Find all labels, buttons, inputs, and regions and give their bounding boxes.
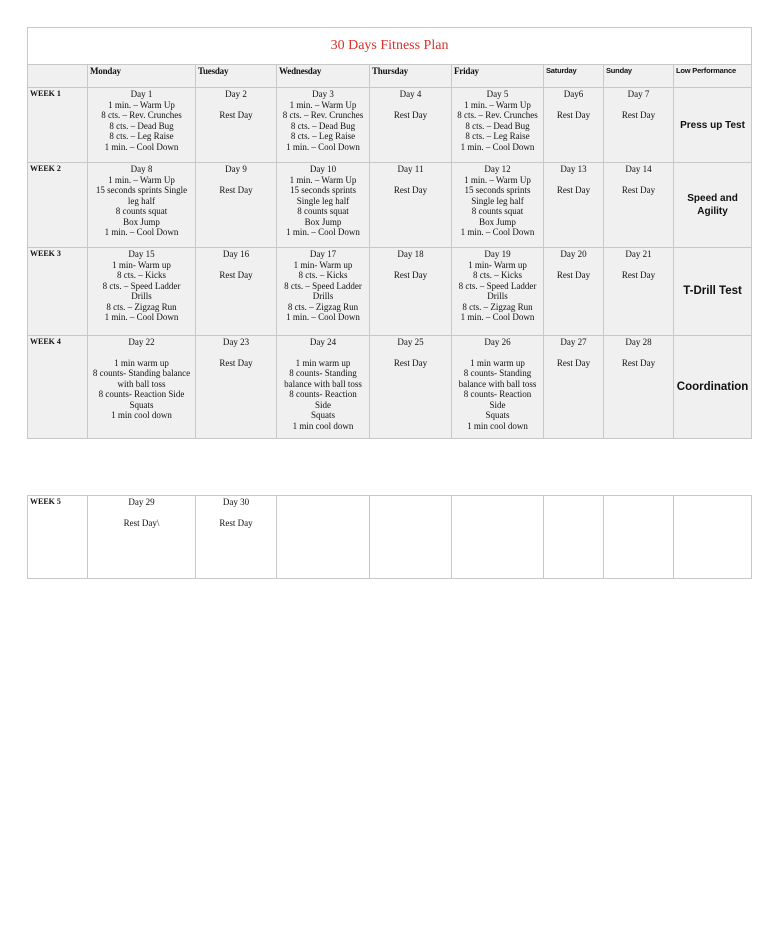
- exercise-line: 15 seconds sprints Single: [95, 185, 188, 195]
- week5-day29: [88, 496, 196, 579]
- exercise-line: 1 min. – Cool Down: [286, 312, 360, 322]
- rest-label: Rest Day: [219, 357, 253, 368]
- exercise-line: Single leg half: [296, 195, 350, 206]
- day-cell: [88, 88, 196, 163]
- day-label: Day 18: [397, 249, 424, 259]
- day-label: Day 25: [397, 337, 424, 347]
- exercise-line: 8 cts. – Dead Bug: [290, 120, 356, 131]
- day-cell: [88, 336, 196, 439]
- rest-label: Rest Day: [621, 269, 656, 280]
- day-cell: [370, 88, 452, 163]
- day-label: Day 17: [309, 249, 337, 259]
- rest-label: Rest Day: [556, 109, 591, 120]
- exercise-line: Single leg half: [471, 195, 524, 206]
- day-label: Day 12: [484, 164, 511, 174]
- exercise-line: 1 min cool down: [467, 420, 528, 431]
- day-label: Day 10: [309, 164, 337, 174]
- exercise-line: 8 counts squat: [471, 206, 524, 216]
- day-label: Day 3: [312, 89, 334, 99]
- day-cell: [277, 336, 370, 439]
- exercise-line: 8 cts. – Rev. Crunches: [282, 110, 364, 120]
- exercise-line: 1 min. – Cool Down: [286, 141, 360, 152]
- day-label: Day 14: [625, 164, 652, 174]
- header-wednesday: Wednesday: [277, 65, 370, 88]
- performance-test-cell: Speed and Agility: [674, 163, 752, 248]
- exercise-line: 1 min warm up: [470, 357, 525, 368]
- exercise-line: 15 seconds sprints: [464, 185, 531, 195]
- rest-label: Rest Day: [219, 184, 253, 195]
- rest-label: Rest Day: [393, 109, 428, 120]
- header-monday: Monday: [88, 65, 196, 88]
- week-label: WEEK 3: [28, 248, 88, 336]
- exercise-line: 8 counts- Standing balance: [92, 368, 191, 378]
- header-row: [28, 65, 752, 88]
- exercise-line: 8 cts. – Kicks: [473, 270, 522, 280]
- exercise-line: with ball toss: [117, 378, 166, 389]
- day-cell: [277, 248, 370, 336]
- exercise-line: 8 cts. – Zigzag Run: [287, 301, 359, 312]
- exercise-line: Side: [314, 399, 331, 410]
- day-label: Day 30: [222, 497, 250, 507]
- exercise-line: 8 cts. – Speed Ladder: [458, 280, 537, 291]
- empty-cell: [674, 496, 752, 579]
- exercise-line: 8 cts. – Rev. Crunches: [101, 110, 182, 120]
- performance-test-cell: Press up Test: [674, 88, 752, 163]
- header-sunday: Sunday: [604, 65, 674, 88]
- rest-label: Rest Day: [556, 357, 591, 368]
- exercise-line: Squats: [485, 410, 510, 420]
- exercise-line: Box Jump: [123, 216, 160, 227]
- header-friday: Friday: [452, 65, 544, 88]
- exercise-line: Box Jump: [479, 216, 516, 227]
- day-label: Day 13: [560, 164, 587, 174]
- exercise-line: balance with ball toss: [458, 378, 537, 389]
- day-cell: [88, 248, 196, 336]
- day-cell: [604, 88, 674, 163]
- day-cell: [604, 248, 674, 336]
- exercise-line: 1 min. – Cool Down: [460, 141, 535, 152]
- exercise-line: 1 min. – Cool Down: [460, 227, 535, 237]
- exercise-line: 8 counts squat: [115, 206, 168, 216]
- day-cell: [370, 163, 452, 248]
- day-cell: [604, 336, 674, 439]
- performance-test-cell: T-Drill Test: [674, 248, 752, 336]
- exercise-line: 1 min. – Warm Up: [108, 174, 175, 185]
- day-label: Day 16: [222, 249, 250, 259]
- exercise-line: 8 counts- Reaction Side: [98, 389, 185, 399]
- rest-label: Rest Day: [393, 184, 428, 195]
- day-label: Day 11: [397, 164, 424, 174]
- plan-table: [27, 27, 752, 439]
- exercise-line: 1 min- Warm up: [112, 259, 171, 270]
- exercise-line: 1 min warm up: [114, 357, 169, 368]
- day-cell: [452, 163, 544, 248]
- performance-test-cell: Coordination: [674, 336, 752, 439]
- day-label: Day 24: [309, 337, 337, 347]
- exercise-line: 8 cts. – Dead Bug: [465, 120, 530, 131]
- empty-cell: [370, 496, 452, 579]
- rest-label: Rest Day: [393, 269, 428, 280]
- rest-label: Rest Day: [219, 269, 253, 280]
- exercise-line: 8 cts. – Zigzag Run: [106, 301, 177, 312]
- day-label: Day 19: [484, 249, 511, 259]
- rest-label: Rest Day: [219, 517, 253, 528]
- exercise-line: 8 counts- Reaction: [289, 389, 357, 399]
- week-label: WEEK 4: [28, 336, 88, 439]
- exercise-line: Drills: [131, 291, 152, 301]
- exercise-line: 1 min- Warm up: [293, 259, 353, 270]
- day-label: Day 26: [484, 337, 511, 347]
- exercise-line: 8 counts- Standing: [463, 368, 532, 378]
- exercise-line: Drills: [312, 291, 334, 301]
- rest-label: Rest Day: [621, 184, 656, 195]
- day-cell: [277, 163, 370, 248]
- day-cell: [196, 163, 277, 248]
- day-cell: [604, 163, 674, 248]
- rest-label: Rest Day: [393, 357, 428, 368]
- exercise-line: 1 min- Warm up: [468, 259, 527, 270]
- day-cell: [196, 336, 277, 439]
- exercise-line: 1 min. – Warm Up: [289, 99, 357, 110]
- day-label: Day 21: [625, 249, 652, 259]
- header-thursday: Thursday: [370, 65, 452, 88]
- header-saturday: Saturday: [544, 65, 604, 88]
- day-label: Day6: [563, 89, 584, 99]
- week-row: [28, 88, 752, 163]
- header-low-performance: Low Performance: [674, 65, 752, 88]
- day-label: Day 4: [399, 89, 422, 99]
- exercise-line: 1 min cool down: [111, 410, 172, 420]
- exercise-line: 8 cts. – Speed Ladder: [102, 280, 181, 291]
- exercise-line: 1 min. – Cool Down: [104, 312, 179, 322]
- exercise-line: 8 cts. – Kicks: [117, 270, 166, 280]
- day-label: Day 7: [627, 89, 650, 99]
- day-cell: [196, 248, 277, 336]
- rest-label: Rest Day: [556, 269, 591, 280]
- day-label: Day 1: [130, 89, 153, 99]
- week5-table: [27, 495, 752, 579]
- rest-label: Rest Day: [621, 357, 656, 368]
- rest-label: Rest Day: [556, 184, 591, 195]
- exercise-line: 1 min. – Cool Down: [104, 227, 179, 237]
- week5-row: [28, 496, 752, 579]
- exercise-line: 8 cts. – Speed Ladder: [284, 280, 362, 291]
- day-cell: [452, 248, 544, 336]
- day-cell: [452, 88, 544, 163]
- week-row: [28, 336, 752, 439]
- day-cell: [544, 88, 604, 163]
- exercise-line: 1 min. – Cool Down: [286, 227, 360, 237]
- day-label: Day 29: [128, 497, 155, 507]
- day-label: Day 8: [130, 164, 153, 174]
- exercise-line: 8 counts squat: [297, 206, 349, 216]
- day-label: Day 5: [486, 89, 509, 99]
- rest-label: Rest Day\: [123, 517, 160, 528]
- exercise-line: 8 cts. – Kicks: [298, 270, 348, 280]
- exercise-line: 1 min. – Warm Up: [108, 99, 175, 110]
- exercise-line: leg half: [127, 195, 156, 206]
- exercise-line: Side: [489, 399, 506, 410]
- day-label: Day 2: [225, 89, 247, 99]
- day-cell: [544, 336, 604, 439]
- day-label: Day 23: [222, 337, 250, 347]
- day-cell: [370, 336, 452, 439]
- empty-cell: [544, 496, 604, 579]
- day-label: Day 15: [128, 249, 155, 259]
- day-cell: [452, 336, 544, 439]
- day-cell: [196, 88, 277, 163]
- exercise-line: 8 counts- Reaction: [463, 389, 532, 399]
- week5-label: WEEK 5: [28, 496, 88, 579]
- exercise-line: 1 min. – Warm Up: [289, 174, 357, 185]
- day-label: Day 20: [560, 249, 587, 259]
- rest-label: Rest Day: [219, 109, 253, 120]
- fitness-plan-sheet: [27, 27, 751, 579]
- exercise-line: 8 cts. – Leg Raise: [109, 131, 174, 141]
- day-cell: [544, 248, 604, 336]
- empty-cell: [452, 496, 544, 579]
- day-label: Day 28: [625, 337, 652, 347]
- week-row: [28, 163, 752, 248]
- day-cell: [88, 163, 196, 248]
- exercise-line: 8 cts. – Leg Raise: [290, 131, 356, 141]
- exercise-line: 1 min cool down: [292, 420, 354, 431]
- exercise-line: 1 min. – Cool Down: [104, 141, 179, 152]
- empty-cell: [604, 496, 674, 579]
- week-row: [28, 248, 752, 336]
- exercise-line: 15 seconds sprints: [290, 185, 356, 195]
- week5-day30: [196, 496, 277, 579]
- day-label: Day 27: [560, 337, 587, 347]
- exercise-line: 1 min warm up: [295, 357, 351, 368]
- header-tuesday: Tuesday: [196, 65, 277, 88]
- week-label: WEEK 2: [28, 163, 88, 248]
- exercise-line: Box Jump: [304, 216, 342, 227]
- exercise-line: Squats: [310, 410, 335, 420]
- exercise-line: balance with ball toss: [284, 378, 362, 389]
- rest-label: Rest Day: [621, 109, 656, 120]
- exercise-line: 8 cts. – Rev. Crunches: [457, 110, 538, 120]
- exercise-line: 8 counts- Standing: [289, 368, 357, 378]
- exercise-line: 8 cts. – Zigzag Run: [462, 301, 533, 312]
- exercise-line: 1 min. – Warm Up: [464, 174, 531, 185]
- exercise-line: 8 cts. – Dead Bug: [109, 120, 174, 131]
- header-blank: [28, 65, 88, 88]
- exercise-line: 1 min. – Cool Down: [460, 312, 535, 322]
- day-cell: [277, 88, 370, 163]
- day-label: Day 22: [128, 337, 155, 347]
- exercise-line: Squats: [129, 399, 154, 410]
- exercise-line: 8 cts. – Leg Raise: [465, 131, 530, 141]
- day-cell: [544, 163, 604, 248]
- day-cell: [370, 248, 452, 336]
- exercise-line: 1 min. – Warm Up: [464, 99, 531, 110]
- week-label: WEEK 1: [28, 88, 88, 163]
- empty-cell: [277, 496, 370, 579]
- exercise-line: Drills: [487, 291, 508, 301]
- day-label: Day 9: [225, 164, 247, 174]
- page-title: 30 Days Fitness Plan: [28, 28, 752, 65]
